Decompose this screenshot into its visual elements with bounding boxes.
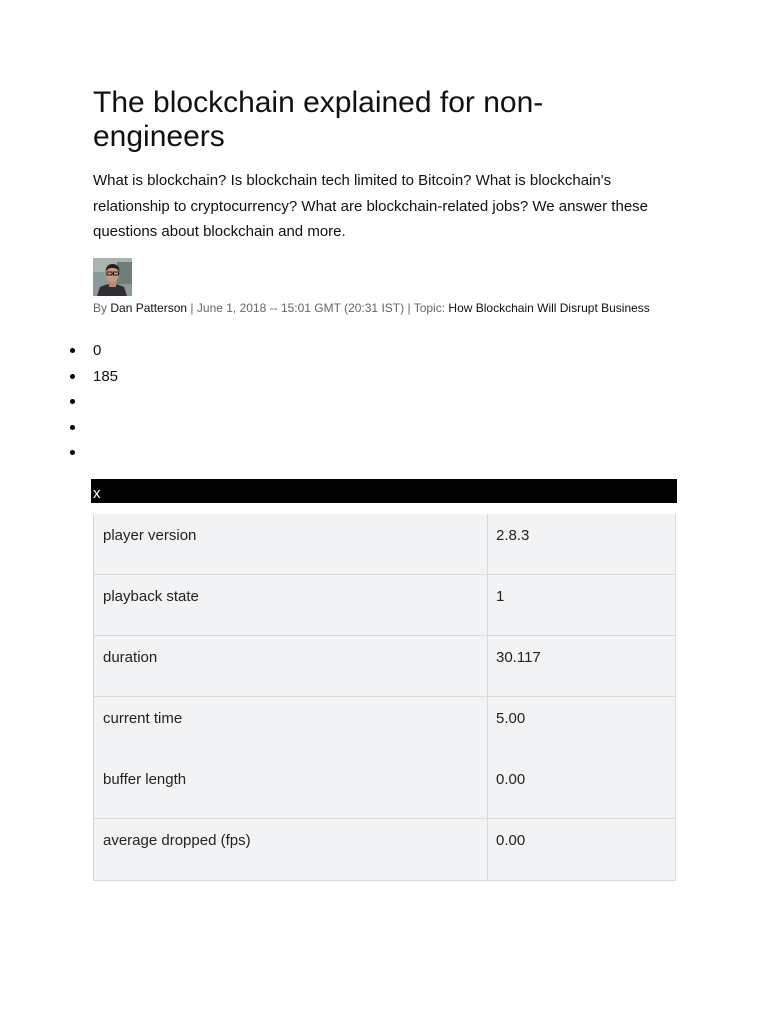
- share-item[interactable]: [0, 442, 300, 468]
- share-count: 185: [93, 367, 119, 385]
- share-item-comments[interactable]: [0, 340, 300, 366]
- stat-label: buffer length: [103, 771, 187, 788]
- list-bullet: [70, 450, 75, 455]
- stat-value: 1: [496, 588, 505, 605]
- share-item[interactable]: [0, 417, 300, 443]
- article-byline: [93, 300, 713, 316]
- stat-value: 2.8.3: [496, 527, 530, 544]
- topic-link[interactable]: How Blockchain Will Disrupt Business: [448, 301, 650, 315]
- video-stats-table: [93, 514, 676, 881]
- article-title: The blockchain explained for non-engineers: [93, 86, 544, 153]
- list-bullet: [70, 348, 75, 353]
- table-row: [94, 758, 675, 819]
- share-item-shares[interactable]: [0, 366, 300, 392]
- table-row: [94, 636, 675, 697]
- byline-separator: |: [407, 301, 411, 315]
- stat-label: average dropped (fps): [103, 832, 251, 849]
- stat-label: current time: [103, 710, 183, 727]
- byline-separator: |: [190, 301, 194, 315]
- author-portrait-image: [93, 258, 132, 296]
- stat-value: 0.00: [496, 771, 526, 788]
- publish-date: June 1, 2018 -- 15:01 GMT (20:31 IST): [196, 301, 405, 315]
- stat-label: duration: [103, 649, 158, 666]
- author-avatar[interactable]: [93, 258, 132, 296]
- video-player-bar: [91, 479, 677, 503]
- table-row: [94, 514, 675, 575]
- stat-label: playback state: [103, 588, 199, 605]
- share-item[interactable]: [0, 391, 300, 417]
- author-link[interactable]: Dan Patterson: [110, 301, 188, 315]
- topic-prefix: Topic:: [413, 301, 446, 315]
- list-bullet: [70, 425, 75, 430]
- table-row: [94, 575, 675, 636]
- share-list: [0, 340, 300, 468]
- close-button[interactable]: x: [93, 485, 101, 502]
- list-bullet: [70, 399, 75, 404]
- byline-prefix: By: [93, 301, 108, 315]
- list-bullet: [70, 374, 75, 379]
- stat-value: 5.00: [496, 710, 526, 727]
- article-summary: What is blockchain? Is blockchain tech limited to Bitcoin? What is blockchain's relationship to cryptocurrency? What are blockchain-related jobs? We answer these questions about blockchain and more.: [93, 172, 648, 240]
- stat-value: 30.117: [496, 649, 541, 666]
- table-row: [94, 697, 675, 758]
- share-count: 0: [93, 342, 102, 359]
- table-row: [94, 819, 675, 880]
- stat-label: player version: [103, 527, 197, 544]
- stat-value: 0.00: [496, 832, 526, 849]
